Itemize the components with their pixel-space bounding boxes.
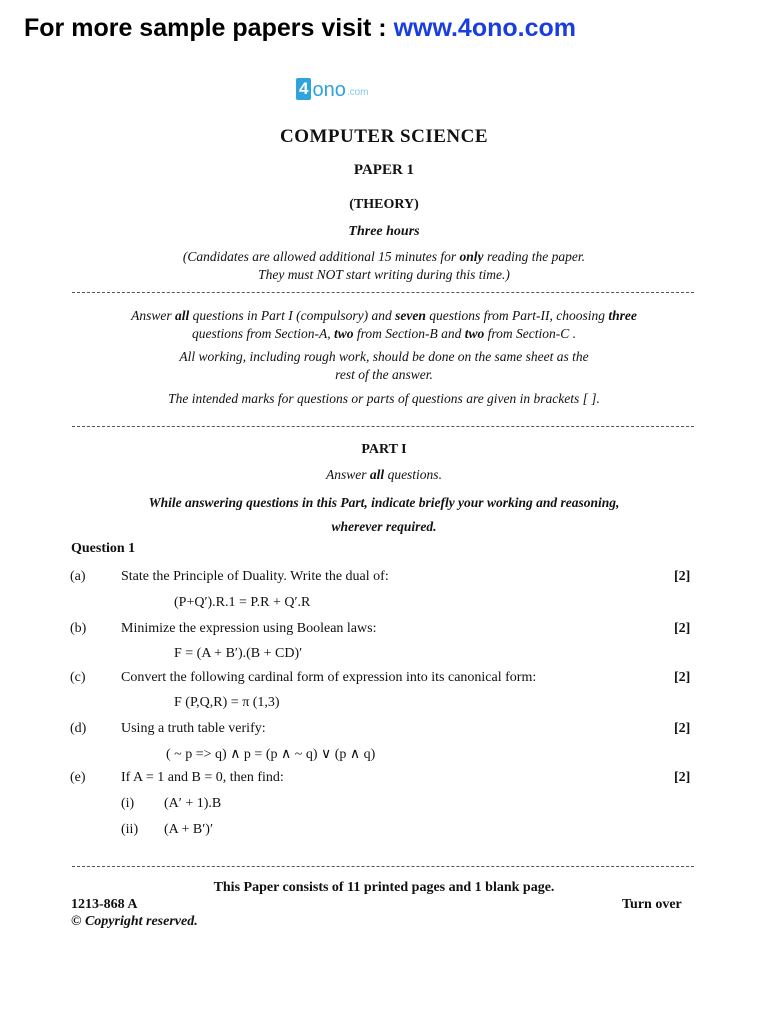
instr-text: from Section-C . [484, 326, 576, 341]
part-reasoning-note [0, 491, 768, 539]
note-text: reading the paper. [483, 249, 586, 264]
logo-mark: 4 [296, 78, 311, 100]
instr-text: Answer [131, 308, 175, 323]
part-title: PART I [361, 442, 407, 457]
subitem-expression: (A + B′)′ [164, 822, 214, 837]
instr-emphasis: two [464, 326, 485, 341]
instr-text: rest of the answer. [335, 367, 433, 382]
divider [72, 866, 694, 867]
instr-text: questions in Part I (compulsory) and [189, 308, 396, 323]
note-text: (Candidates are allowed additional 15 minutes for [182, 249, 460, 264]
item-expression: (P+Q′).R.1 = P.R + Q′.R [174, 595, 311, 610]
item-marks: [2] [674, 670, 691, 685]
item-label: (b) [70, 621, 87, 636]
copyright: © Copyright reserved. [71, 914, 198, 929]
item-text: Minimize the expression using Boolean laws: [121, 621, 377, 636]
item-label: (e) [70, 770, 86, 785]
turn-over: Turn over [622, 897, 682, 912]
item-marks: [2] [674, 721, 691, 736]
instr-emphasis: seven [395, 308, 426, 323]
item-expression: F (P,Q,R) = π (1,3) [174, 695, 280, 710]
subitem-label: (i) [121, 796, 135, 811]
reading-time-note [0, 248, 768, 284]
item-marks: [2] [674, 770, 691, 785]
banner-link[interactable]: www.4ono.com [393, 14, 576, 42]
item-expression: F = (A + B′).(B + CD)′ [174, 646, 303, 661]
divider [72, 292, 694, 293]
instr-emphasis: all [175, 308, 190, 323]
instr-text: questions from Part-II, choosing [425, 308, 609, 323]
item-text: If A = 1 and B = 0, then find: [121, 770, 284, 785]
note-text: They must NOT start writing during this time.) [258, 267, 510, 282]
paper-number: PAPER 1 [353, 162, 415, 178]
instr-emphasis: two [333, 326, 354, 341]
part-text: While answering questions in this Part, indicate briefly your working and reasoning, [148, 495, 620, 510]
part-emphasis: all [369, 467, 385, 482]
item-marks: [2] [674, 569, 691, 584]
logo-com: .com [346, 87, 369, 98]
banner-prefix: For more sample papers visit : [24, 14, 394, 42]
instructions-working [0, 348, 768, 384]
part-text: Answer [326, 467, 370, 482]
instructions-marks: The intended marks for questions or parts of questions are given in brackets [ ]. [168, 391, 600, 406]
subject-title: COMPUTER SCIENCE [279, 126, 489, 147]
item-expression: ( ~ p => q) ∧ p = (p ∧ ~ q) ∨ (p ∧ q) [166, 747, 376, 762]
paper-type: (THEORY) [349, 197, 419, 212]
logo-text: ono [312, 79, 346, 101]
part-text: questions. [384, 467, 442, 482]
part-text: wherever required. [331, 519, 437, 534]
item-label: (d) [70, 721, 87, 736]
item-text: State the Principle of Duality. Write the dual of: [121, 569, 389, 584]
item-marks: [2] [674, 621, 691, 636]
instr-emphasis: three [608, 308, 637, 323]
source-banner [24, 14, 576, 43]
page-count-note: This Paper consists of 11 printed pages and 1 blank page. [213, 880, 555, 895]
item-text: Convert the following cardinal form of expression into its canonical form: [121, 670, 537, 685]
part-instruction [0, 467, 768, 483]
note-emphasis: only [459, 249, 484, 264]
item-text: Using a truth table verify: [121, 721, 266, 736]
instr-text: from Section-B and [353, 326, 465, 341]
divider [72, 426, 694, 427]
instr-text: All working, including rough work, should be done on the same sheet as the [179, 349, 589, 364]
subitem-expression: (A′ + 1).B [164, 796, 222, 811]
instructions-answer [0, 307, 768, 343]
site-logo [296, 78, 369, 100]
item-label: (a) [70, 569, 86, 584]
question-heading: Question 1 [71, 541, 136, 556]
item-label: (c) [70, 670, 86, 685]
subitem-label: (ii) [121, 822, 139, 837]
instr-text: questions from Section-A, [192, 326, 334, 341]
duration: Three hours [348, 224, 420, 239]
paper-code: 1213-868 A [71, 897, 138, 912]
